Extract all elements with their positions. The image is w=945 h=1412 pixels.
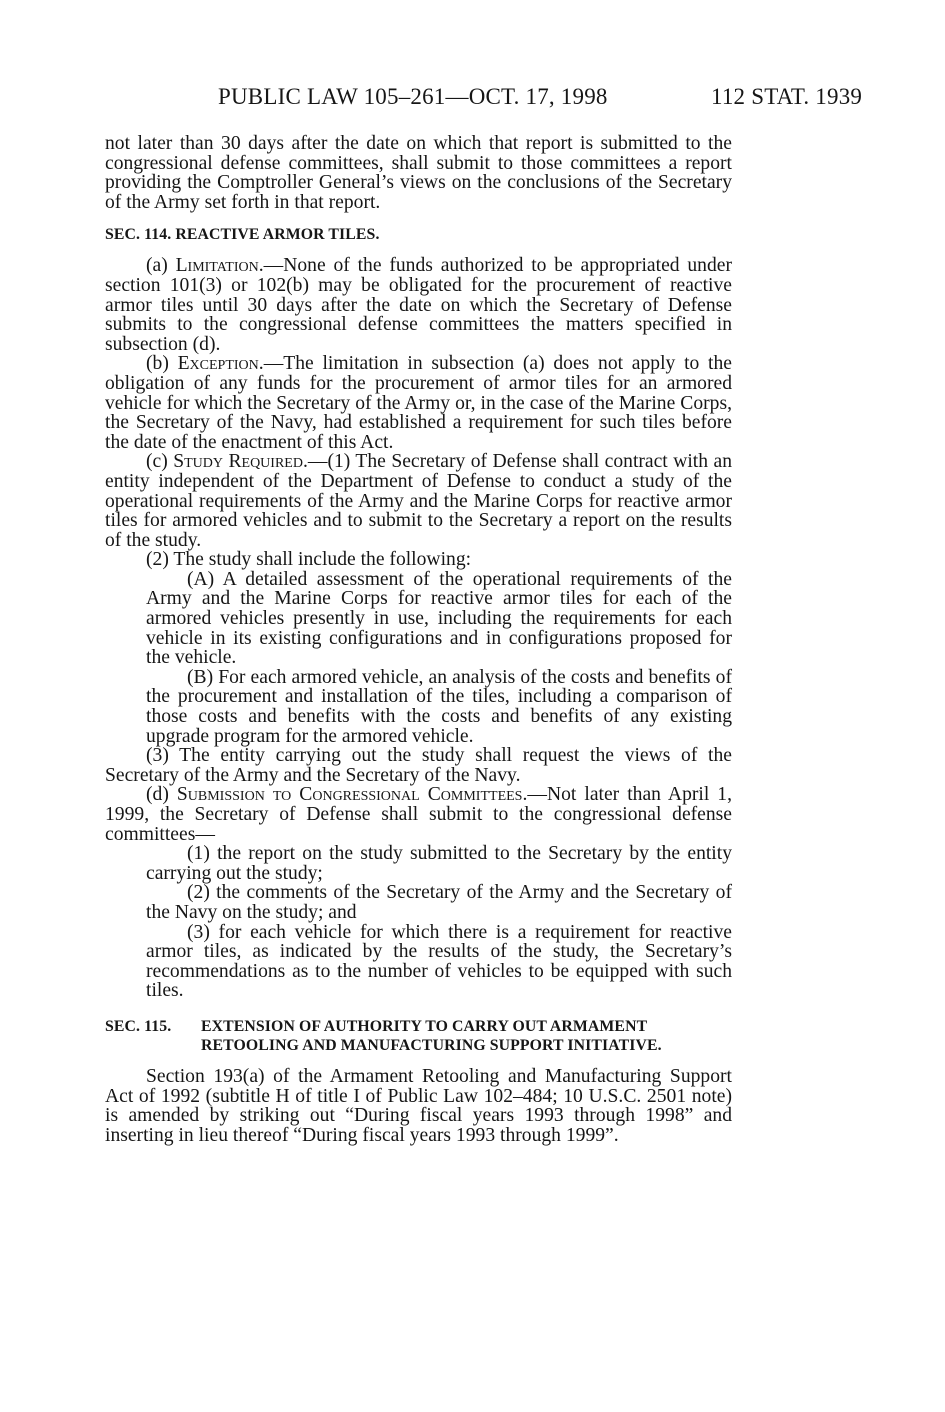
- subsection-d-caption: Submission to Congressional Committees: [176, 784, 523, 806]
- subsection-c-text: .—(1) The Secretary of Defense shall contract with an entity independent of the Department of Defense to conduct a study of the operational requirements of the Army and the Marine Corps for reactive armor tiles for armored vehicles and to submit to the Secretary a report on the results of the study.: [105, 451, 732, 551]
- section-115-number: SEC. 115.: [105, 1017, 172, 1035]
- running-head: PUBLIC LAW 105–261—OCT. 17, 1998: [218, 84, 608, 109]
- subsection-a-text: .—None of the funds authorized to be appropriated under section 101(3) or 102(b) may be obligated for the procurement of reactive armor tiles until 30 days after the date on which the Secretary of Defense submits to the congressional defense committees the matters specified in subsection (d).: [105, 255, 732, 355]
- subsection-d: [105, 785, 732, 844]
- page-header: [0, 84, 945, 114]
- subsection-c: [105, 452, 732, 550]
- subsection-b-label: (b): [146, 353, 178, 375]
- subsection-c-paragraph-3: (3) The entity carrying out the study shall request the views of the Secretary of the Army and the Secretary of the Navy.: [105, 745, 732, 786]
- section-115-text: Section 193(a) of the Armament Retooling and Manufacturing Support Act of 1992 (subtitle H of title I of Public Law 102–484; 10 U.S.C. 2501 note) is amended by striking out “During fiscal years 1993 through 1998” and inserting in lieu thereof “During fiscal years 1993 through 1999”.: [105, 1065, 732, 1146]
- subsection-c-caption: Study Required: [173, 451, 303, 473]
- subsection-d-text: .—Not later than April 1, 1999, the Secretary of Defense shall submit to the congressional defense committees—: [105, 784, 733, 845]
- carryover-paragraph: not later than 30 days after the date on which that report is submitted to the congressional defense committees, shall submit to those committees a report providing the Comptroller General’s views on the conclusions of the Secretary of the Army set forth in that report.: [105, 133, 732, 213]
- subsection-b-text: .—The limitation in subsection (a) does not apply to the obligation of any funds for the procurement of armor tiles for an armored vehicle for which the Secretary of the Army or, in the case of the Marine Corps, the Secretary of the Navy, had established a requirement for such tiles before the date of the enactment of this Act.: [105, 353, 732, 453]
- subsection-d-item-1: (1) the report on the study submitted to the Secretary by the entity carrying out the study;: [146, 843, 732, 884]
- subsection-c-paragraph-2: (2) The study shall include the following:: [146, 549, 472, 571]
- subsection-a: [105, 256, 732, 354]
- subsection-d-label: (d): [146, 784, 177, 806]
- subsection-a-label: (a): [146, 255, 176, 277]
- section-114-heading: SEC. 114. REACTIVE ARMOR TILES.: [105, 226, 380, 244]
- document-body: [105, 134, 732, 1145]
- page-stat-citation: 112 STAT. 1939: [711, 84, 863, 109]
- subsection-d-item-3: (3) for each vehicle for which there is a requirement for reactive armor tiles, as indicated by the results of the study, the Secretary’s recommendations as to the number of vehicles to be equipped with such tiles.: [146, 921, 732, 1002]
- section-115-heading: [105, 1017, 732, 1055]
- section-115-title: EXTENSION OF AUTHORITY TO CARRY OUT ARMAMENT RETOOLING AND MANUFACTURING SUPPORT INITIATIVE.: [201, 1017, 662, 1054]
- subsection-c-label: (c): [146, 451, 174, 473]
- subsection-a-caption: Limitation: [175, 255, 259, 277]
- subsection-d-item-2: (2) the comments of the Secretary of the Army and the Secretary of the Navy on the study; and: [146, 882, 732, 923]
- subsection-c-subparagraph-a: (A) A detailed assessment of the operational requirements of the Army and the Marine Corps for reactive armor tiles for each of the armored vehicles presently in use, including the requirements for each vehicle in its existing configurations and in configurations proposed for the vehicle.: [146, 568, 732, 669]
- subsection-b: [105, 354, 732, 452]
- subsection-c-subparagraph-b: (B) For each armored vehicle, an analysis of the costs and benefits of the procurement and installation of the tiles, including a comparison of those costs and benefits with the costs and benefits of any existing upgrade program for the armored vehicle.: [146, 666, 732, 747]
- subsection-b-caption: Exception: [177, 353, 259, 375]
